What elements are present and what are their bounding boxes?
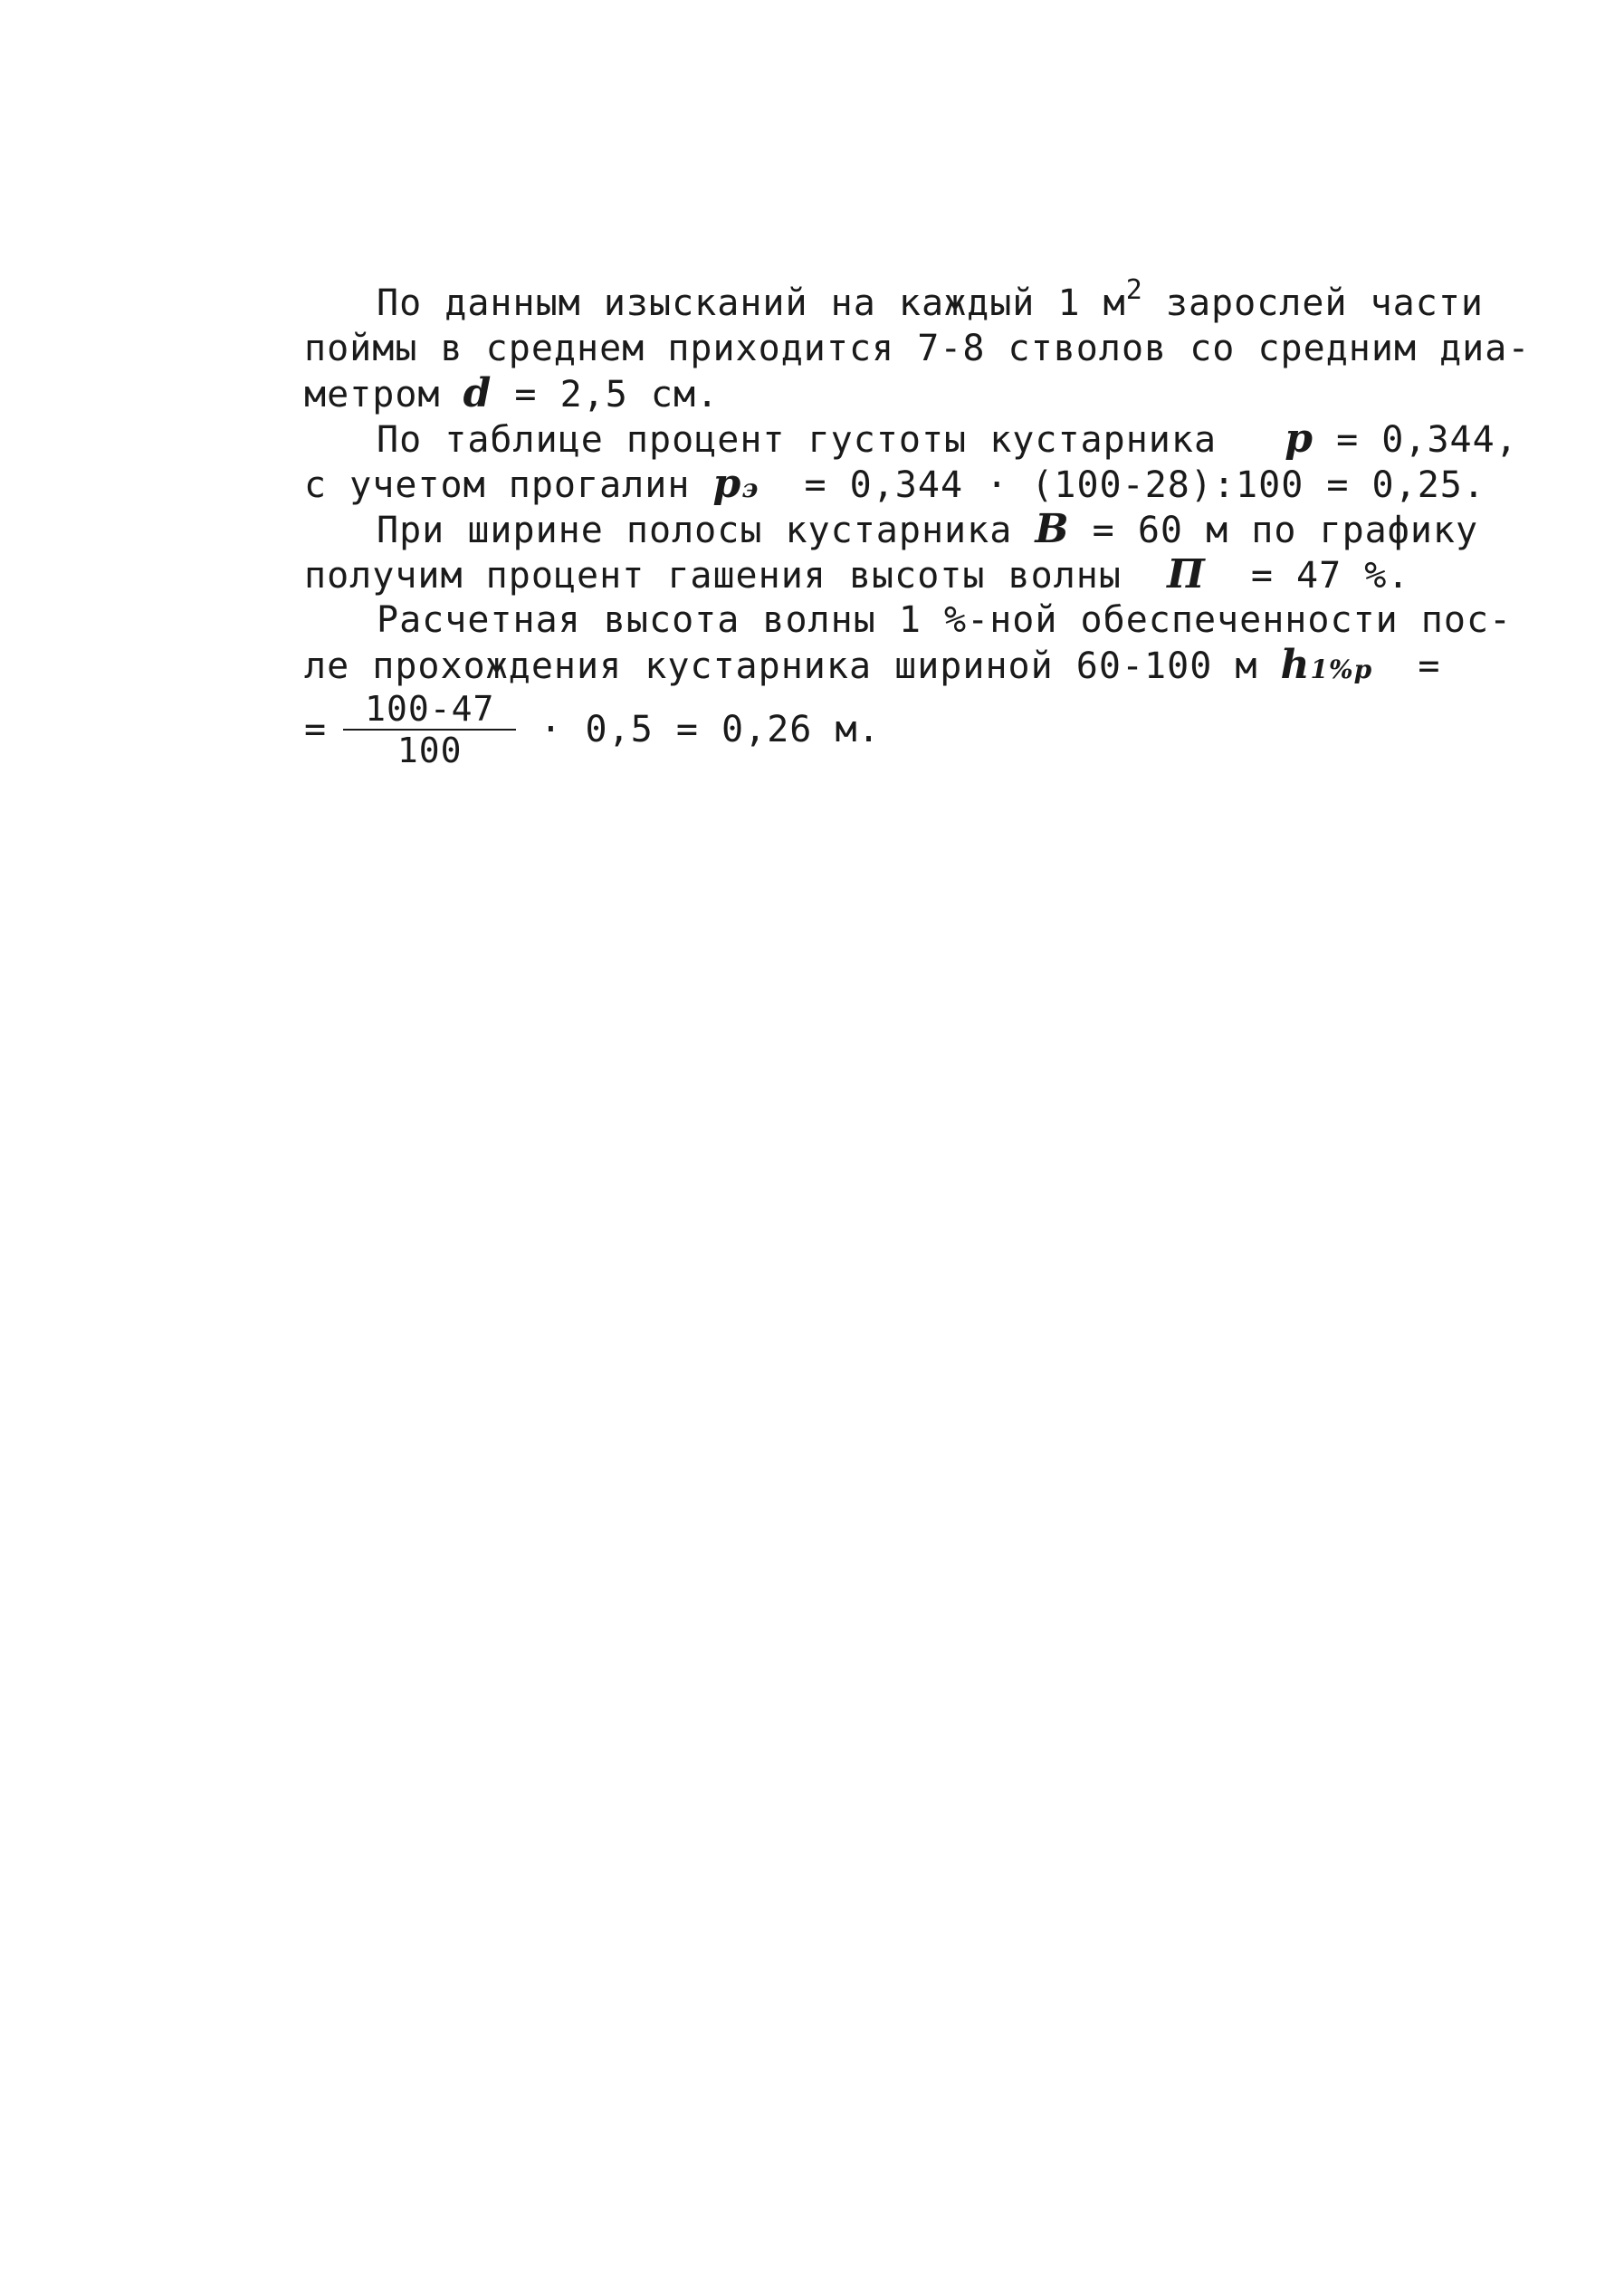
text-run: ле прохождения кустарника шириной 60-100 м [304,645,1281,687]
text-run: = 60 м по графику [1069,510,1479,551]
symbol-p-e: p [712,461,742,507]
text-run: = [1372,645,1441,687]
text-run: = 0,344, [1314,419,1518,461]
paragraph-2-line-1 [304,416,1535,462]
text-run: поймы в среднем приходится 7-8 стволов со средним диа- [304,328,1531,369]
body-text [304,274,1535,770]
formula-equals: = [304,709,328,750]
text-run: = 2,5 см. [492,374,720,416]
text-run: При ширине полосы кустарника [377,510,1036,551]
symbol-b: B [1035,506,1070,552]
text-run: Расчетная высота волны 1 %-ной обеспеченности пос- [377,599,1513,641]
text-run: По таблице процент густоты кустарника [377,419,1285,461]
text-run: получим процент гашения высоты волны [304,555,1168,597]
paragraph-4-line-1 [304,597,1535,643]
formula-tail: · 0,5 = 0,26 м. [540,709,881,750]
wave-height-formula [304,689,1535,770]
symbol-pi: П [1167,551,1206,597]
fraction [343,691,516,769]
fraction-denominator: 100 [396,731,463,770]
fraction-numerator: 100-47 [343,691,516,731]
paragraph-1-line-3 [304,371,1535,416]
text-run: По данным изысканий на каждый 1 м [377,282,1126,324]
symbol-d: d [463,370,492,416]
paragraph-3-line-2 [304,552,1535,597]
superscript: 2 [1125,274,1143,306]
text-run: = 47 %. [1205,555,1410,597]
text-run: зарослей части [1142,282,1485,324]
paragraph-1-line-2 [304,326,1535,371]
text-run: с учетом прогалин [304,464,713,506]
symbol-h: h [1280,642,1311,688]
text-run: метром [304,374,463,416]
text-run: = 0,344 · (100-28):100 = 0,25. [759,464,1485,506]
paragraph-3-line-1 [304,507,1535,552]
paragraph-2-line-2: с учетом прогалин p э = 0,344 · (100-28):100 = 0,25. [304,461,1485,507]
paragraph-1-line-1 [304,274,1535,326]
symbol-p: p [1285,416,1314,462]
paragraph-4-line-2: ле прохождения кустарника шириной 60-100 м h 1%p = [304,642,1441,688]
